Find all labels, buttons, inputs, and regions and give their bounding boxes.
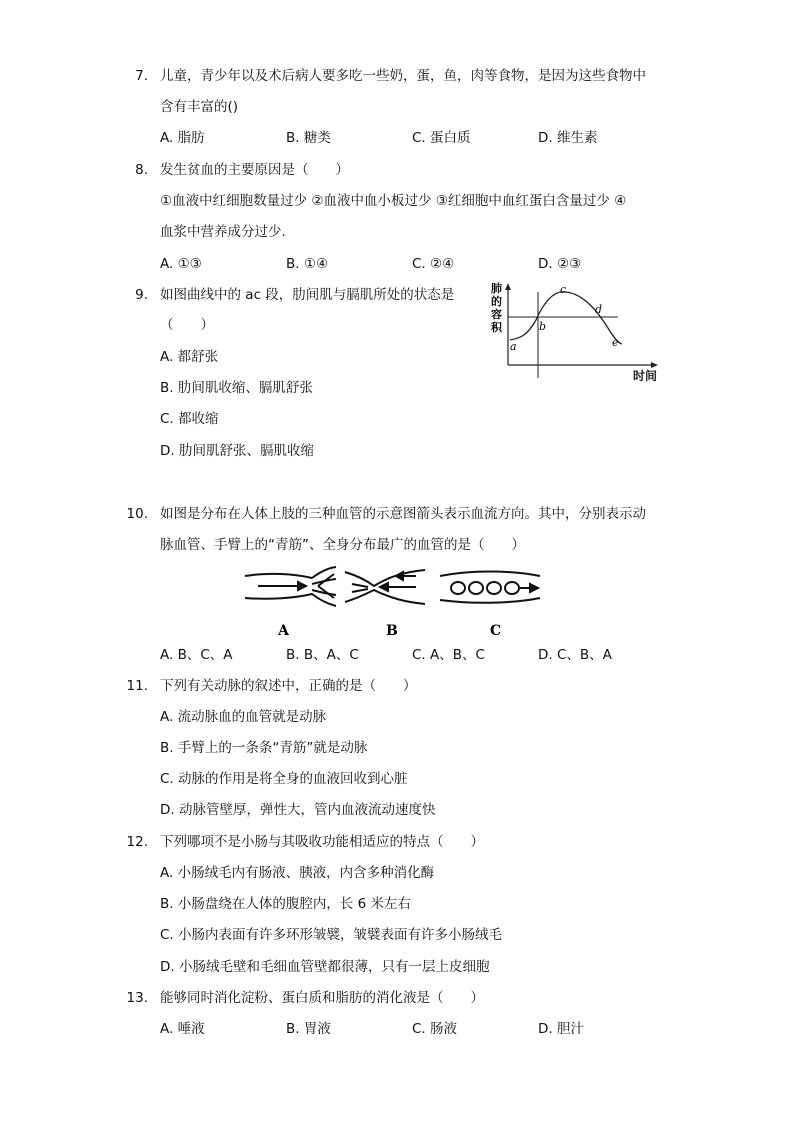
- option-c: C. 蛋白质: [412, 130, 471, 146]
- option-d: D. ②③: [538, 256, 582, 272]
- option-b: B. 糖类: [286, 130, 331, 146]
- question-number: 12.: [126, 834, 148, 850]
- option-c: C. ②④: [412, 256, 455, 272]
- question-stem: （ ）: [160, 317, 214, 333]
- option-c: C. 肠液: [412, 1021, 458, 1037]
- option-a: A. 唾液: [160, 1021, 205, 1037]
- question-number: 8.: [135, 162, 148, 178]
- figure-ylabel: 肺: [491, 282, 502, 295]
- question-stem: 下列哪项不是小肠与其吸收功能相适应的特点（ ）: [160, 834, 484, 850]
- blood-vessel-figure: [240, 562, 550, 642]
- question-stem: 如图曲线中的 ac 段，肋间肌与膈肌所处的状态是: [160, 287, 455, 303]
- option-a: A. 都舒张: [160, 349, 219, 365]
- question-stem: 儿童，青少年以及术后病人要多吃一些奶，蛋，鱼，肉等食物，是因为这些食物中: [160, 68, 646, 84]
- option-a: A. ①③: [160, 256, 202, 272]
- point-label-d: d: [595, 303, 603, 316]
- figure-ylabel: 的: [491, 295, 502, 308]
- figure-ylabel: 积: [491, 321, 502, 334]
- question-stem: 下列有关动脉的叙述中，正确的是（ ）: [160, 678, 417, 694]
- option-d: D. 维生素: [538, 130, 598, 146]
- question-number: 9.: [135, 287, 148, 303]
- option-a: A. 脂肪: [160, 130, 205, 146]
- figure-ylabel: 容: [491, 308, 502, 321]
- vessel-label-c: C: [490, 623, 502, 639]
- option-d: D. C、B、A: [538, 647, 612, 663]
- point-label-c: c: [560, 283, 567, 296]
- question-number: 7.: [135, 68, 148, 84]
- option-d: D. 胆汁: [538, 1021, 584, 1037]
- option-b: B. ①④: [286, 256, 329, 272]
- point-label-e: e: [612, 336, 619, 349]
- question-stem: 发生贫血的主要原因是（ ）: [160, 162, 349, 178]
- question-stem: ①血液中红细胞数量过少 ②血液中血小板过少 ③红细胞中血红蛋白含量过少 ④: [160, 193, 627, 209]
- option-a: A. B、C、A: [160, 647, 233, 663]
- question-stem: 脉血管、手臂上的“青筋”、全身分布最广的血管的是（ ）: [160, 537, 525, 553]
- vessel-label-a: A: [278, 623, 289, 639]
- question-stem: 含有丰富的(): [160, 99, 239, 115]
- option-c: C. 小肠内表面有许多环形皱襞，皱襞表面有许多小肠绒毛: [160, 927, 503, 943]
- point-label-a: a: [510, 340, 517, 353]
- option-a: A. 小肠绒毛内有肠液、胰液，内含多种消化酶: [160, 865, 435, 881]
- option-b: B. 小肠盘绕在人体的腹腔内，长 6 米左右: [160, 896, 412, 912]
- option-c: C. 都收缩: [160, 411, 219, 427]
- option-c: C. 动脉的作用是将全身的血液回收到心脏: [160, 771, 408, 787]
- option-d: D. 动脉管壁厚，弹性大，管内血液流动速度快: [160, 802, 436, 818]
- question-stem: 血浆中营养成分过少．: [160, 224, 295, 240]
- option-c: C. A、B、C: [412, 647, 485, 663]
- option-b: B. 肋间肌收缩、膈肌舒张: [160, 380, 313, 396]
- option-b: B. B、A、C: [286, 647, 359, 663]
- vessel-b: [345, 570, 425, 604]
- option-b: B. 手臂上的一条条“青筋”就是动脉: [160, 740, 368, 756]
- vessel-label-b: B: [386, 623, 398, 639]
- option-b: B. 胃液: [286, 1021, 331, 1037]
- question-stem: 能够同时消化淀粉、蛋白质和脂肪的消化液是（ ）: [160, 990, 484, 1006]
- question-number: 13.: [126, 990, 148, 1006]
- question-number: 10.: [126, 506, 148, 522]
- vessel-c: [440, 572, 540, 603]
- option-a: A. 流动脉血的血管就是动脉: [160, 709, 327, 725]
- question-stem: 如图是分布在人体上肢的三种血管的示意图箭头表示血流方向。其中，分别表示动: [160, 506, 646, 522]
- question-number: 11.: [126, 678, 148, 694]
- figure-xlabel: 时间: [633, 369, 658, 383]
- option-d: D. 肋间肌舒张、膈肌收缩: [160, 443, 314, 459]
- point-label-b: b: [539, 320, 547, 333]
- option-d: D. 小肠绒毛壁和毛细血管壁都很薄，只有一层上皮细胞: [160, 959, 490, 975]
- vessel-a: [245, 567, 336, 606]
